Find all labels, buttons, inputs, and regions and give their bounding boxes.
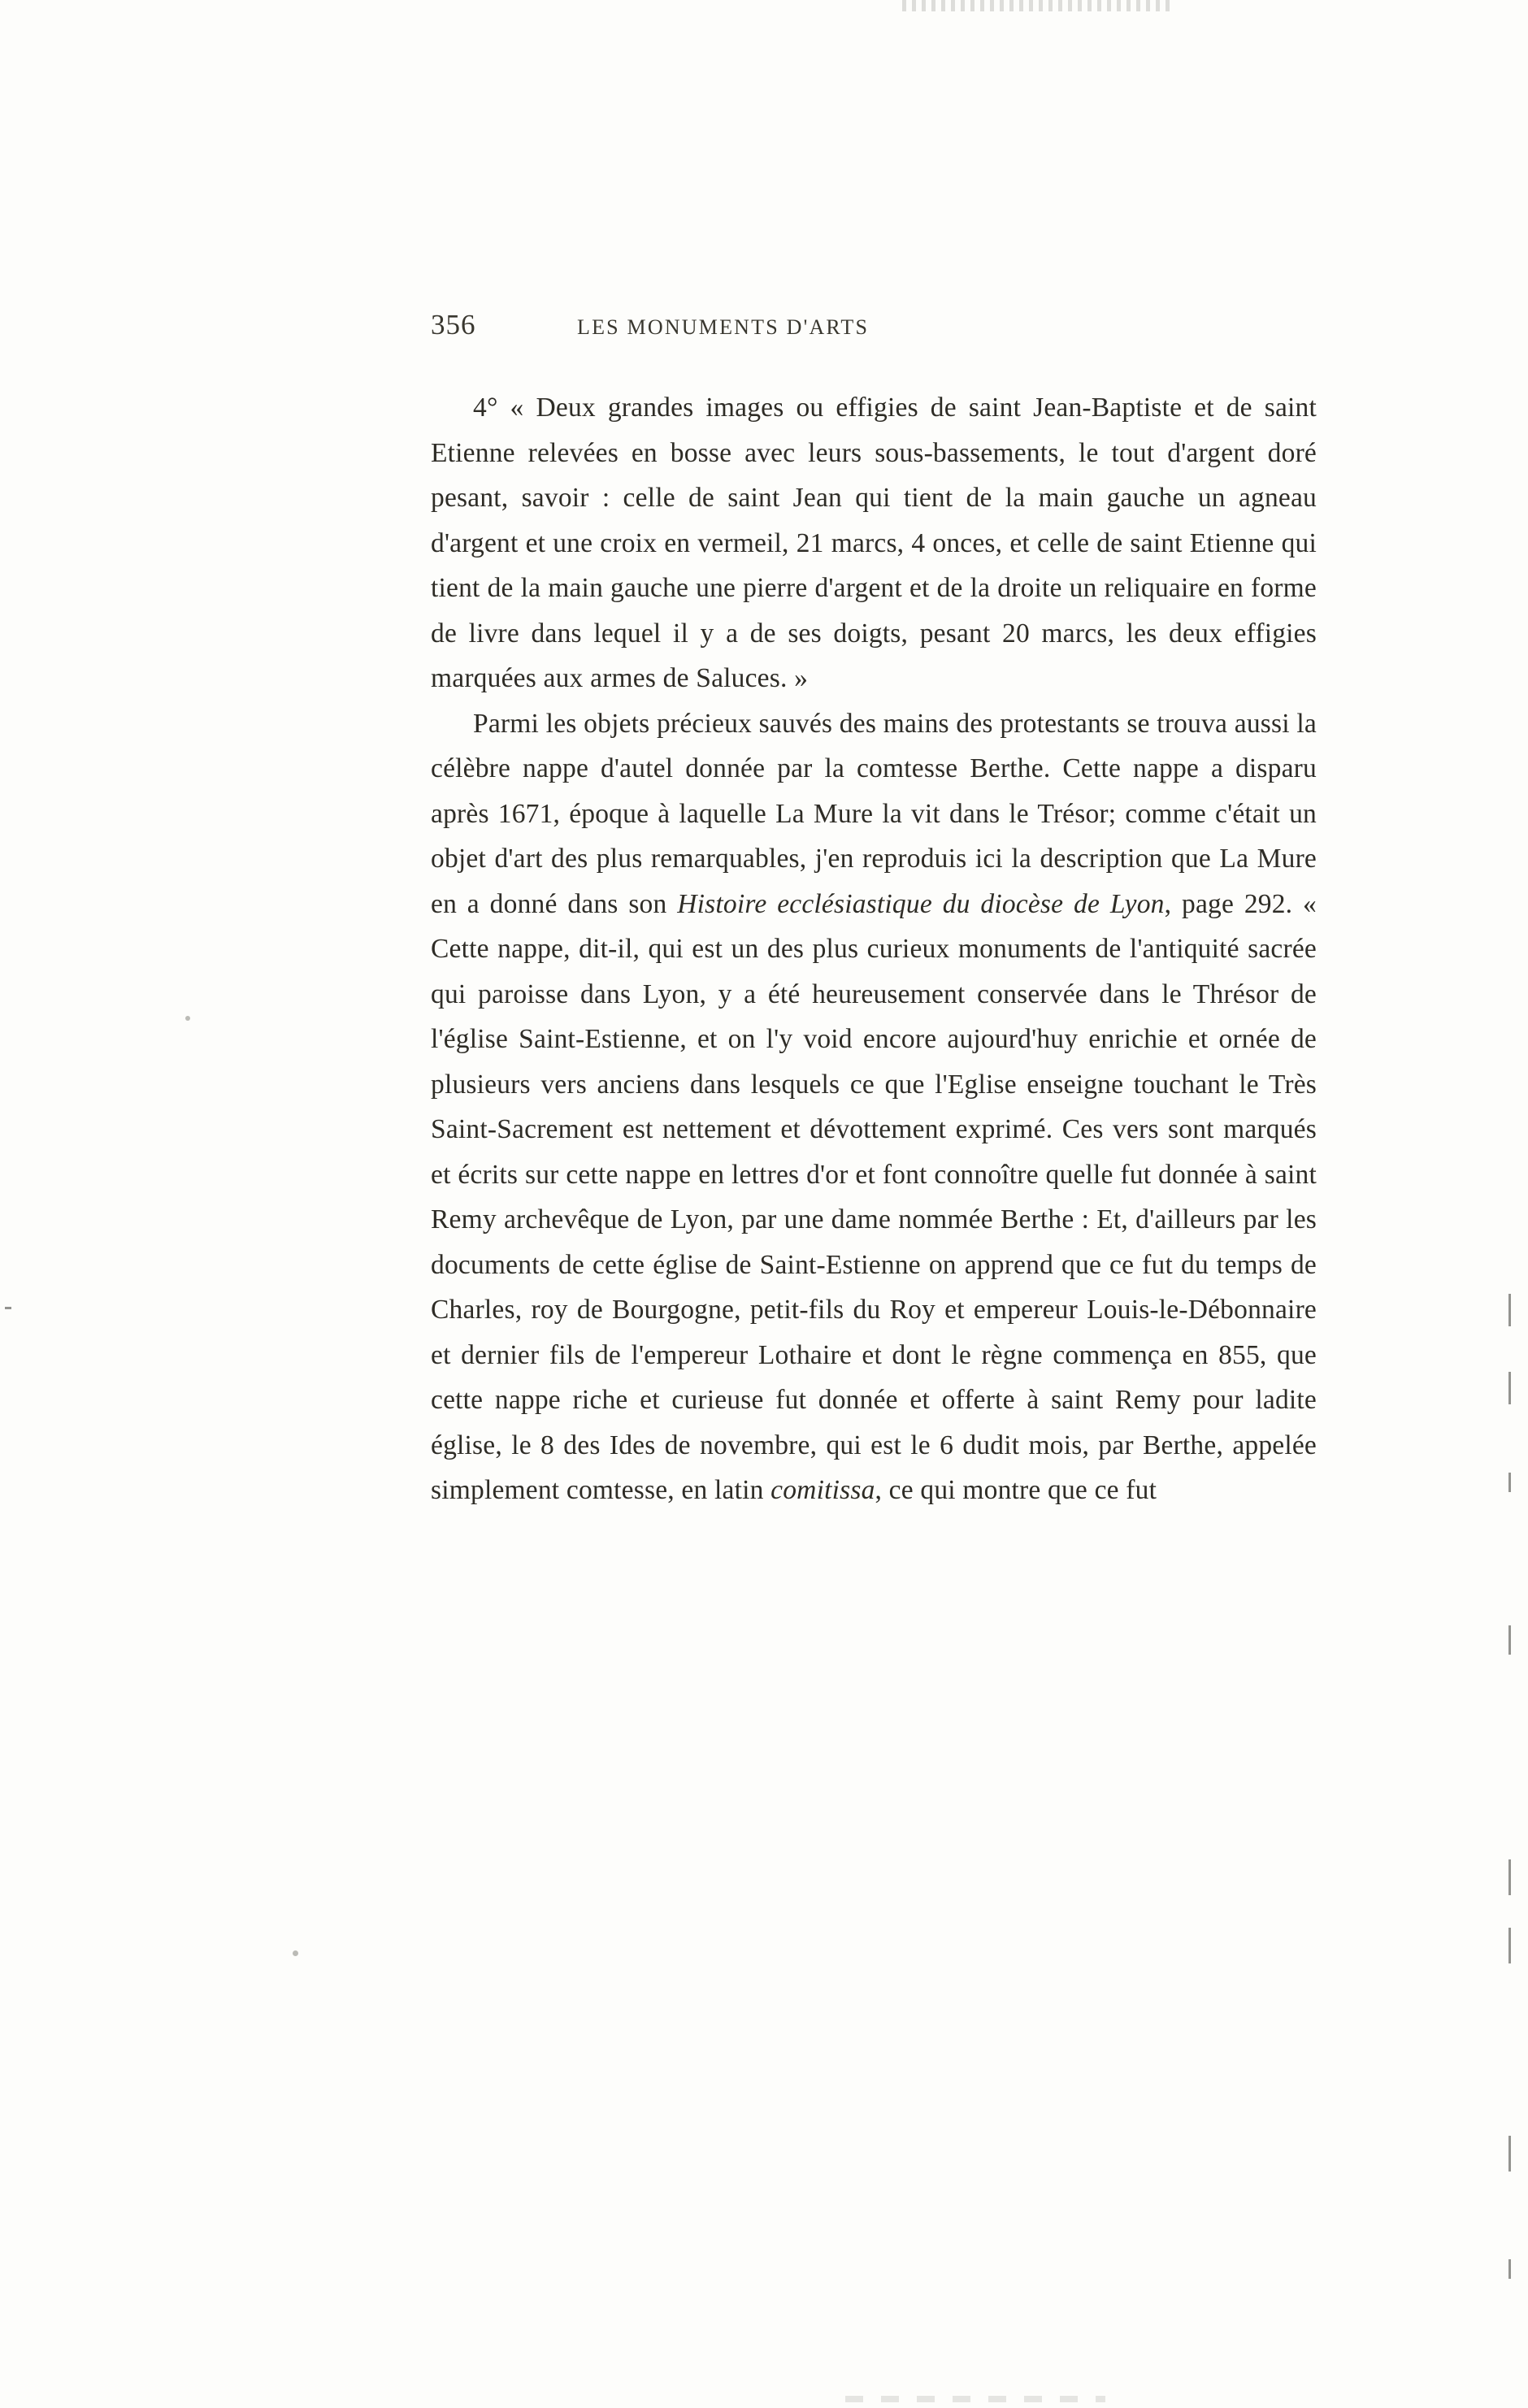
page-edge-mark — [1508, 2136, 1511, 2172]
page-edge-mark — [1508, 1372, 1511, 1404]
paragraph — [431, 701, 1317, 1513]
paragraph — [431, 385, 1317, 701]
page-edge-mark — [5, 1307, 11, 1309]
page-edge-mark — [1508, 2259, 1511, 2279]
text-run: Parmi les objets précieux sauvés des mains des protestants se trouva aussi la célèbre nappe d'autel donnée par la comtesse Berthe. Cette nappe a disparu après 1671, époque à laquelle La Mure la vit dans le Trésor; comme c'était un objet d'art des plus remarquables, j'en reproduis ici la description que La Mure en a donné dans son — [431, 708, 1317, 919]
page-number: 356 — [431, 309, 476, 341]
page-edge-mark — [1508, 1473, 1511, 1492]
running-head-title: LES MONUMENTS D'ARTS — [577, 315, 870, 339]
scan-artifact-bottom-edge — [845, 2396, 1105, 2402]
scan-speck — [293, 1950, 298, 1956]
scan-speck — [185, 1016, 190, 1021]
running-head — [431, 309, 1317, 341]
page-edge-mark — [1508, 1928, 1511, 1963]
italic-text-run: comitissa — [771, 1475, 875, 1505]
italic-text-run: Histoire ecclésiastique du diocèse de Lyon — [677, 888, 1165, 919]
page-edge-mark — [1508, 1859, 1511, 1895]
text-run: 4° « Deux grandes images ou effigies de saint Jean-Baptiste et de saint Etienne relevées en bosse avec leurs sous-bassements, le tout d'argent doré pesant, savoir : celle de saint Jean qui tient de la main gauche un agneau d'argent et une croix en vermeil, 21 marcs, 4 onces, et celle de saint Etienne qui tient de la main gauche une pierre d'argent et de la droite un reliquaire en forme de livre dans lequel il y a de ses doigts, pesant 20 marcs, les deux effigies marquées aux armes de Saluces. » — [431, 393, 1317, 693]
page-edge-mark — [1508, 1625, 1511, 1655]
text-run: , page 292. « Cette nappe, dit-il, qui est un des plus curieux monuments de l'antiquité sacrée qui paroisse dans Lyon, y a été heureusement conservée dans le Thrésor de l'église Saint-Estienne, et on l'y void encore aujourd'huy enrichie et ornée de plusieurs vers anciens dans lesquels ce que l'Eglise enseigne touchant le Très Saint-Sacrement est nettement et dévottement exprimé. Ces vers sont marqués et écrits sur cette nappe en lettres d'or et font connoître quelle fut donnée à saint Remy archevêque de Lyon, par une dame nommée Berthe : Et, d'ailleurs par les documents de cette église de Saint-Estienne on apprend que ce fut du temps de Charles, roy de Bourgogne, petit-fils du Roy et empereur Louis-le-Débonnaire et dernier fils de l'empereur Lothaire et dont le règne commença en 855, que cette nappe riche et curieuse fut donnée et offerte à saint Remy pour ladite église, le 8 des Ides de novembre, qui est le 6 dudit mois, par Berthe, appelée simplement comtesse, en latin — [431, 888, 1317, 1505]
text-run: , ce qui montre que ce fut — [875, 1475, 1157, 1505]
page-edge-mark — [1508, 1294, 1511, 1326]
scan-artifact-top-edge — [902, 0, 1170, 11]
page-text-column — [431, 309, 1317, 1513]
